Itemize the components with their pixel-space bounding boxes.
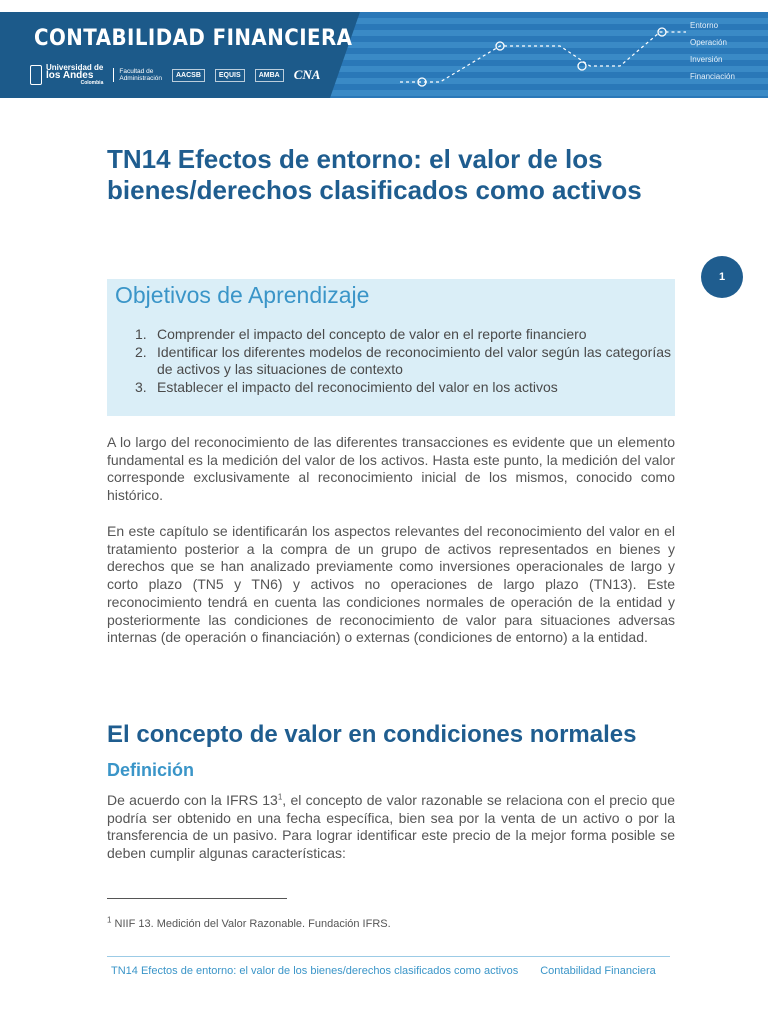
amba-logo: AMBA — [255, 69, 284, 82]
logos-row — [30, 62, 320, 88]
list-item — [135, 379, 671, 397]
objectives-list — [135, 326, 671, 396]
faculty-line2: Administración — [119, 75, 162, 82]
header-banner — [0, 12, 768, 98]
university-line2: los Andes — [46, 70, 94, 81]
course-title: CONTABILIDAD FINANCIERA — [34, 26, 353, 51]
footer-divider — [107, 956, 670, 957]
university-shield-icon — [30, 65, 42, 85]
list-item-number: 1. — [135, 326, 147, 342]
header-menu — [690, 20, 735, 82]
footnote — [107, 915, 391, 930]
definition-text-end: , el concepto de valor razonable se relaciona con el precio que podría ser obtenido en una fecha específica, bien sea por la venta de un activo o por la transferencia de un pasivo. Para lograr identificar este precio de la mejor forma posible se deben cumplir algunas características: — [107, 792, 675, 862]
university-logo — [30, 64, 103, 86]
menu-item-entorno: Entorno — [690, 21, 719, 30]
paragraph-definition — [107, 792, 675, 863]
list-item — [135, 344, 671, 379]
faculty-line1: Facultad de — [119, 68, 154, 75]
university-line1: Universidad de — [46, 63, 104, 72]
paragraph-intro: A lo largo del reconocimiento de las diferentes transacciones es evidente que un elemento fundamental es la medición del valor de los activos. Hasta este punto, la medición del valor corresponde exclusivamente al reconocimiento inicial de los mismos, conocido como histórico. — [107, 434, 675, 504]
page-number-badge: 1 — [701, 256, 743, 298]
list-item-text: Identificar los diferentes modelos de reconocimiento del valor según las categorías de activos y las situaciones de contexto — [157, 343, 671, 377]
list-item-text: Comprender el impacto del concepto de valor en el reporte financiero — [157, 326, 587, 342]
paragraph-chapter-scope: En este capítulo se identificarán los aspectos relevantes del reconocimiento del valor en el tratamiento posterior a la compra de un grupo de activos representados en bienes y derechos que se han analizado previamente como inversiones operacionales de largo y corto plazo (TN5 y TN6) y activos no operaciones de largo plazo (TN13). Este reconocimiento tendrá en cuenta las condiciones normales de operación de la entidad y posteriormente las condiciones de reconocimiento de valor para situaciones adversas internas (de operación o financiación) o externas (condiciones de entorno) a la entidad. — [107, 523, 675, 646]
faculty-label — [113, 68, 162, 82]
section-heading: El concepto de valor en condiciones normales — [107, 721, 637, 748]
menu-item-inversion: Inversión — [690, 55, 723, 64]
subsection-heading: Definición — [107, 760, 195, 780]
objectives-box — [107, 279, 675, 416]
list-item-number: 2. — [135, 343, 147, 360]
objectives-heading: Objetivos de Aprendizaje — [115, 282, 370, 308]
footnote-number: 1 — [107, 915, 112, 925]
university-line3: Colombia — [80, 80, 104, 86]
footnote-text: NIIF 13. Medición del Valor Razonable. Fundación IFRS. — [111, 918, 391, 930]
footer-document-title: TN14 Efectos de entorno: el valor de los bienes/derechos clasificados como activos — [111, 965, 519, 977]
menu-item-financiacion: Financiación — [690, 72, 735, 81]
cna-logo: CNA — [293, 67, 321, 82]
page-footer — [111, 965, 656, 977]
footer-course-name: Contabilidad Financiera — [540, 965, 656, 977]
list-item-number: 3. — [135, 378, 147, 395]
footnote-divider — [107, 898, 287, 899]
footnote-reference[interactable]: 1 — [277, 792, 283, 802]
definition-text-start: De acuerdo con la IFRS 13 — [107, 792, 278, 808]
document-title: TN14 Efectos de entorno: el valor de los bienes/derechos clasificados como activos — [107, 144, 642, 205]
equis-logo: EQUIS — [215, 69, 245, 82]
aacsb-logo: AACSB — [172, 69, 205, 82]
menu-item-operacion: Operación — [690, 38, 727, 47]
list-item — [135, 326, 671, 344]
list-item-text: Establecer el impacto del reconocimiento del valor en los activos — [157, 378, 558, 395]
